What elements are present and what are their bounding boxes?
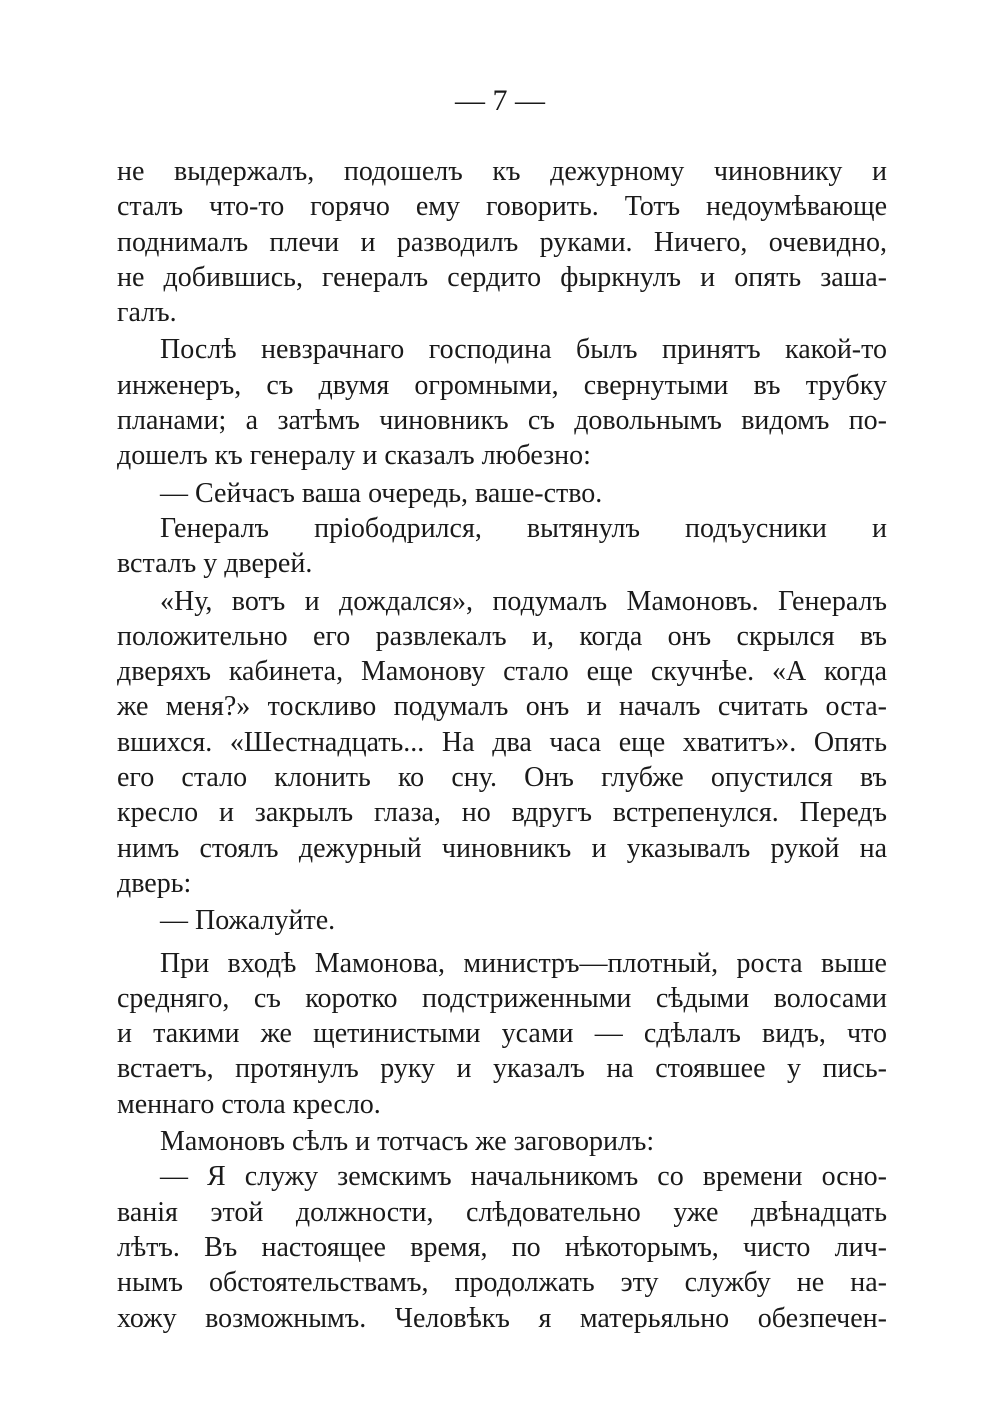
text-line: дверяхъ кабинета, Мамонову стало еще скучнѣе. «А когда [117,656,887,688]
text-line: хожу возможнымъ. Человѣкъ я матерьяльно обезпечен- [117,1302,887,1334]
text-line: — Я служу земскимъ начальникомъ со времени осно- [160,1161,887,1193]
text-line: Послѣ невзрачнаго господина былъ принятъ какой-то [160,334,887,366]
text-line: планами; а затѣмъ чиновникъ съ довольнымъ видомъ по- [117,405,887,437]
text-line: Мамоновъ сѣлъ и тотчасъ же заговорилъ: [160,1126,655,1158]
text-line: встаетъ, протянулъ руку и указалъ на стоявшее у пись- [117,1053,887,1085]
text-line: не выдержалъ, подошелъ къ дежурному чиновнику и [117,156,887,187]
text-line: дверь: [117,867,192,899]
text-line: дошелъ къ генералу и сказалъ любезно: [117,440,591,472]
text-line: При входѣ Мамонова, министръ—плотный, роста выше [160,947,887,979]
text-line: его стало клонить ко сну. Онъ глубже опустился въ [117,762,887,794]
text-line: лѣтъ. Въ настоящее время, по нѣкоторымъ, чисто лич- [117,1231,887,1263]
text-line: вшихся. «Шестнадцать... На два часа еще хватитъ». Опять [117,726,887,758]
text-line: — Сейчасъ ваша очередь, ваше-ство. [160,477,603,509]
text-line: инженеръ, съ двумя огромными, свернутыми въ трубку [117,369,887,401]
text-line: всталъ у дверей. [117,548,313,580]
text-line: галъ. [117,297,177,329]
text-line: — Пожалуйте. [160,905,336,937]
text-line: нимъ стоялъ дежурный чиновникъ и указывалъ рукой на [117,832,887,864]
text-line: «Ну, вотъ и дождался», подумалъ Мамоновъ. Генералъ [160,585,887,617]
text-line: средняго, съ коротко подстриженными сѣдыми волосами [117,982,887,1014]
text-line: не добившись, генералъ сердито фыркнулъ и опять зашa- [117,261,887,293]
text-line: кресло и закрылъ глаза, но вдругъ встрепенулся. Передъ [117,797,887,829]
text-line: поднималъ плечи и разводилъ руками. Ничего, очевидно, [117,226,887,258]
text-line: же меня?» тоскливо подумалъ онъ и началъ считать оста- [117,691,887,723]
text-line: сталъ что-то горячо ему говорить. Тотъ недоумѣвающе [117,191,887,223]
text-line: положительно его развлекалъ и, когда онъ скрылся въ [117,620,887,652]
body-text [117,154,887,1336]
text-line: и такими же щетинистыми усами — сдѣлалъ видъ, что [117,1018,887,1050]
text-line: меннаго стола кресло. [117,1088,381,1120]
text-line: ванія этой должности, слѣдовательно уже двѣнадцать [117,1196,887,1228]
text-line: нымъ обстоятельствамъ, продолжать эту службу не на- [117,1267,887,1299]
page-number: — 7 — [455,84,545,117]
text-line: Генералъ пріободрился, вытянулъ подъусники и [160,512,887,544]
